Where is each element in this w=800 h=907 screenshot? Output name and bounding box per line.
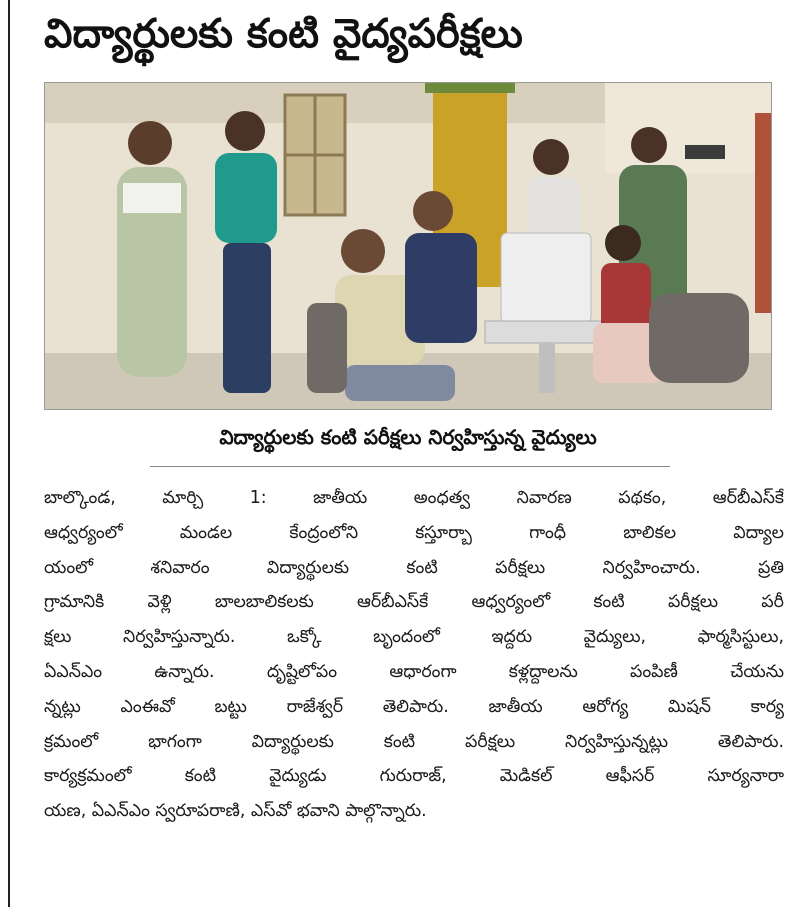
body-line: బాల్కొండ, మార్చి 1: జాతీయ అంధత్వ నివారణ పథకం, ఆర్‌బీఎస్‌కే <box>44 488 784 508</box>
photo-eye-checkup-icon <box>45 83 772 410</box>
photo-caption: విద్యార్థులకు కంటి పరీక్షలు నిర్వహిస్తున్న వైద్యులు <box>219 425 597 449</box>
caption-underline <box>150 466 670 467</box>
body-line: ఏఎన్‌ఎం ఉన్నారు. దృష్టిలోపం ఆధారంగా కళ్లద్దాలను పంపిణీ చేయను <box>44 661 784 682</box>
body-line: యణ, ఏఎన్‌ఎం స్వరూపరాణి, ఎస్‌వో భవాని పాల్గొన్నారు. <box>44 801 427 822</box>
column-rule <box>8 0 10 907</box>
article-body <box>44 481 784 829</box>
body-line: క్రమంలో భాగంగా విద్యార్థులకు కంటి పరీక్షలు నిర్వహిస్తున్నట్లు తెలిపారు. <box>44 731 784 752</box>
body-line: ఆధ్వర్యంలో మండల కేంద్రంలోని కస్తూర్బా గాంధీ బాలికల విద్యాల <box>44 522 784 543</box>
body-line: గ్రామానికి వెళ్లి బాలబాలికలకు ఆర్‌బీఎస్‌కే ఆధ్వర్యంలో కంటి పరీక్షలు పరీ <box>44 592 784 613</box>
body-line: కార్యక్రమంలో కంటి వైద్యుడు గురురాజ్, మెడికల్ ఆఫీసర్ సూర్యనారా <box>44 766 784 787</box>
article-headline: విద్యార్థులకు కంటి వైద్యపరీక్షలు <box>44 11 523 57</box>
body-line: న్నట్లు ఎంఈవో బట్టు రాజేశ్వర్ తెలిపారు. జాతీయ ఆరోగ్య మిషన్ కార్య <box>44 696 784 717</box>
body-line: యంలో శనివారం విద్యార్థులకు కంటి పరీక్షలు నిర్వహించారు. ప్రతి <box>44 557 784 578</box>
body-line: క్షలు నిర్వహిస్తున్నారు. ఒక్కో బృందంలో ఇద్దరు వైద్యులు, ఫార్మసిస్టులు, <box>44 627 784 648</box>
article-photo <box>44 82 772 410</box>
